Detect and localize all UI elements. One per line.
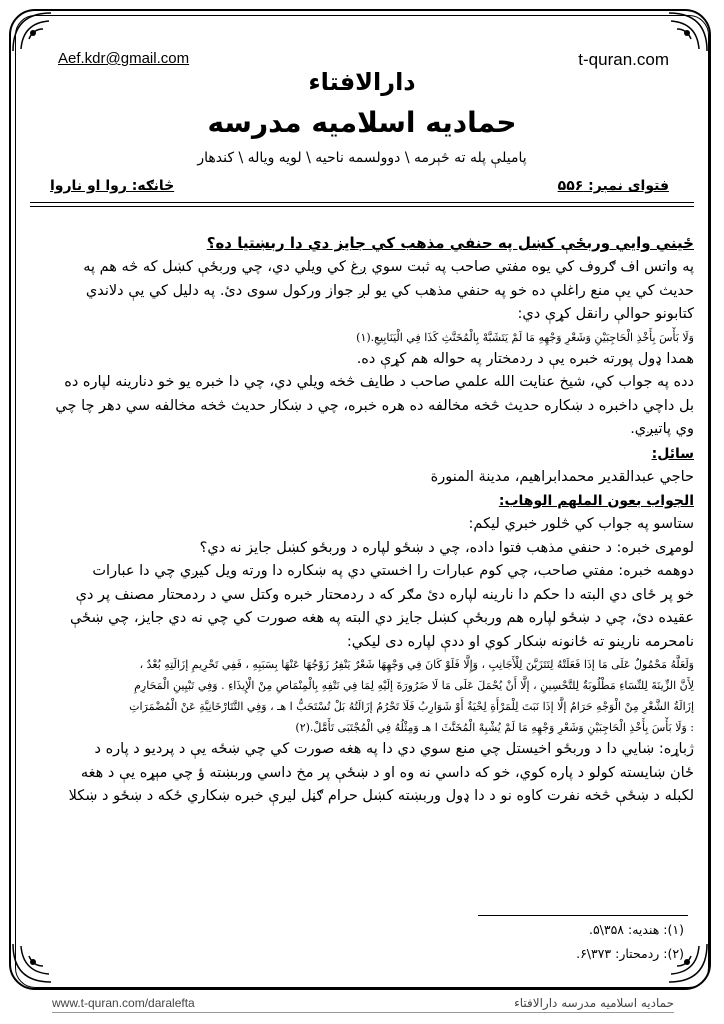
answer-line: لومړی خبره: د حنفي مذهب فتوا داده، چي د ښځو لپاره د وربځو کښل جایز نه دي؟ <box>199 539 694 556</box>
answer-label: الجواب بعون الملهم الوهاب: <box>498 493 694 509</box>
question-line: همدا ډول پورته خبره یې د ردمختار په حواله هم کړې ده. <box>356 350 694 367</box>
ornament-icon <box>9 9 55 55</box>
question-line: کتابونو حوالې رانقل کړې دي: <box>517 306 694 322</box>
question-line: په واتس اف ګروف کي یوه مفتي صاحب په ثبت سوي ږغ کي ویلي دي، چي وربځې کښل که څه هم په <box>83 259 694 275</box>
fatwa-number: فتوای نمبر: ۵۵۶ <box>557 178 669 194</box>
email-link[interactable]: Aef.kdr@gmail.com <box>58 50 190 67</box>
footnote: (۱): هندیه: ۳۵۸\۵. <box>588 922 684 937</box>
site-name: t-quran.com <box>578 50 669 69</box>
answer-line: ستاسو په جواب کي څلور خبري لیکم: <box>468 516 694 532</box>
topic-label: څانګه: روا او ناروا <box>50 178 175 194</box>
divider <box>30 202 694 203</box>
question-title: ځیني وایي وربځې کښل په حنفي مذهب کي جایز دي دا ربښتیا ده؟ <box>206 234 694 252</box>
asker-name: حاجي عبدالقدیر محمدابراهیم، مدینة المنورة <box>430 468 694 485</box>
answer-line: دوهمه خبره: مفتي صاحب، چي کوم عبارات را اخستي دي په ښکاره دا ورته ویل کیږي چي دا عبارات <box>92 563 694 579</box>
arabic-quote: : وَلَا بَأْسَ بِأَخْذِ الْحَاجِبَيْنِ وَشَعْرِ وَجْهِهِ مَا لَمْ يُشْبِهْ الْمُخَنَّثَ ا هـ وَمِثْلُهُ فِي الْمُجْتَبَى تَأَمَّلْ.(۲) <box>295 721 694 734</box>
question-line: حدیث کي یې منع راغلې ده خو په حنفي مذهب کي یو لږ جواز ورکول سوی دئ. په دلیل کي یې دلاندي <box>85 282 694 299</box>
question-line: وي پاتیږي. <box>630 421 694 437</box>
arabic-quote: إزَالَةُ الشَّعْرِ مِنْ الْوَجْهِ حَرَامٌ إلَّا إذَا نَبَتَ لِلْمَرْأَةِ لِحْيَةٌ أَوْ شَوَارِبُ فَلَا تَحْرُمُ إزَالَتُهُ بَلْ تُسْتَحَبُّ ا هـ ، وَفِي التَّتَارْخَانِيَّةِ عَنْ الْمُضْمَرَاتِ <box>129 700 694 713</box>
question-line: بل داچي داخبره د ښکاره حدیث څخه مخالفه ده هره خبره، چي د ښکار حدیث څخه مخالفه سي دهر چا چي <box>55 397 694 414</box>
asker-label: سائل: <box>651 445 694 462</box>
question-line: دده په جواب کي، شیخ عنایت الله علمي صاحب د طایف څخه ویلي دي، چي دا خبره یو خو دنارینه لپاره ده <box>64 374 694 390</box>
institution-name: حمادیه اسلامیه مدرسه <box>207 106 517 139</box>
footnote: (۲): ردمحتار: ۳۷۳\۶. <box>576 946 684 961</box>
translation-line: ژباړه: ښایي دا د وربځو اخیستل چي منع سوي دي دا په هغه صورت کي چي ښځه یې د پردیو د پاره د <box>94 741 694 757</box>
ornament-icon <box>9 940 55 986</box>
address: پامیلې پله ته څېرمه \ دوولسمه ناحیه \ لویه ویاله \ کندهار <box>197 150 527 166</box>
answer-line: نامحرمه نارینو ته ځانونه ښکار کوي او ددې لپاره دی لیکي: <box>346 633 694 650</box>
footer-divider <box>52 1012 674 1013</box>
fatwa-body <box>30 230 694 809</box>
arabic-quote: وَلَعَلَّهُ مَحْمُولٌ عَلَى مَا إذَا فَعَلَتْهُ لِتَتَزَيَّنَ لِلْأَجَانِبِ ، وَإِلَّا فَلَوْ كَانَ فِي وَجْهِهَا شَعْرٌ يَنْفِرُ زَوْجُهَا عَنْهَا بِسَبَبِهِ ، فَفِي تَحْرِيمِ إزَالَتِهِ بُعْدٌ ، <box>139 658 694 671</box>
footer-url[interactable]: www.t-quran.com/daralefta <box>52 996 195 1010</box>
page-title: دارالافتاء <box>308 68 416 96</box>
footnote-separator <box>478 915 688 916</box>
footer-name: حمادیه اسلامیه مدرسه دارالافتاء <box>514 996 674 1010</box>
translation-line: لکبله د ښځې څخه نفرت کاوه نو د دا ډول وربښته کښل حرام ګڼل لیرې خبره ښکاري ځکه د ښځو د ښکلا <box>68 788 694 804</box>
arabic-quote: لِأَنَّ الزِّينَةَ لِلنِّسَاءِ مَطْلُوبَةٌ لِلتَّحْسِينِ ، إلَّا أَنْ يُحْمَلَ عَلَى مَا لَا ضَرُورَةَ إلَيْهِ لِمَا فِي نَتْفِهِ بِالْمِنْمَاصِ مِنْ الْإِيذَاءِ . وَفِي تَبْيِينِ الْمَحَارِمِ <box>134 679 694 692</box>
answer-line: عقیده دئ، چي د ښځو لپاره هم وربځې کښل جایز دي البته په هغه صورت کي چي نه دي جایز، چي ښځې <box>69 610 694 626</box>
translation-line: ځان ښایسته کولو د پاره کوي، خو که داسي نه وه او د ښځې پر مخ داسي وربښته ؤ چي مېړه یې د هغه <box>80 764 694 781</box>
divider <box>30 206 694 207</box>
answer-line: خو پر ځای دي البته دا حکم دا نارینه لپاره دئ مګر که د ردمحتار خبره وکتل سي د ردمحتار مصنف پر دې <box>75 586 694 603</box>
arabic-quote: وَلَا بَأْسَ بِأَخْذِ الْحَاجِبَيْنِ وَشَعْرِ وَجْهِهِ مَا لَمْ يَتَشَبَّهْ بِالْمُخَنَّثِ كَذَا فِي الْيَنَابِيعِ.(۱) <box>356 330 694 344</box>
ornament-icon <box>665 9 711 55</box>
